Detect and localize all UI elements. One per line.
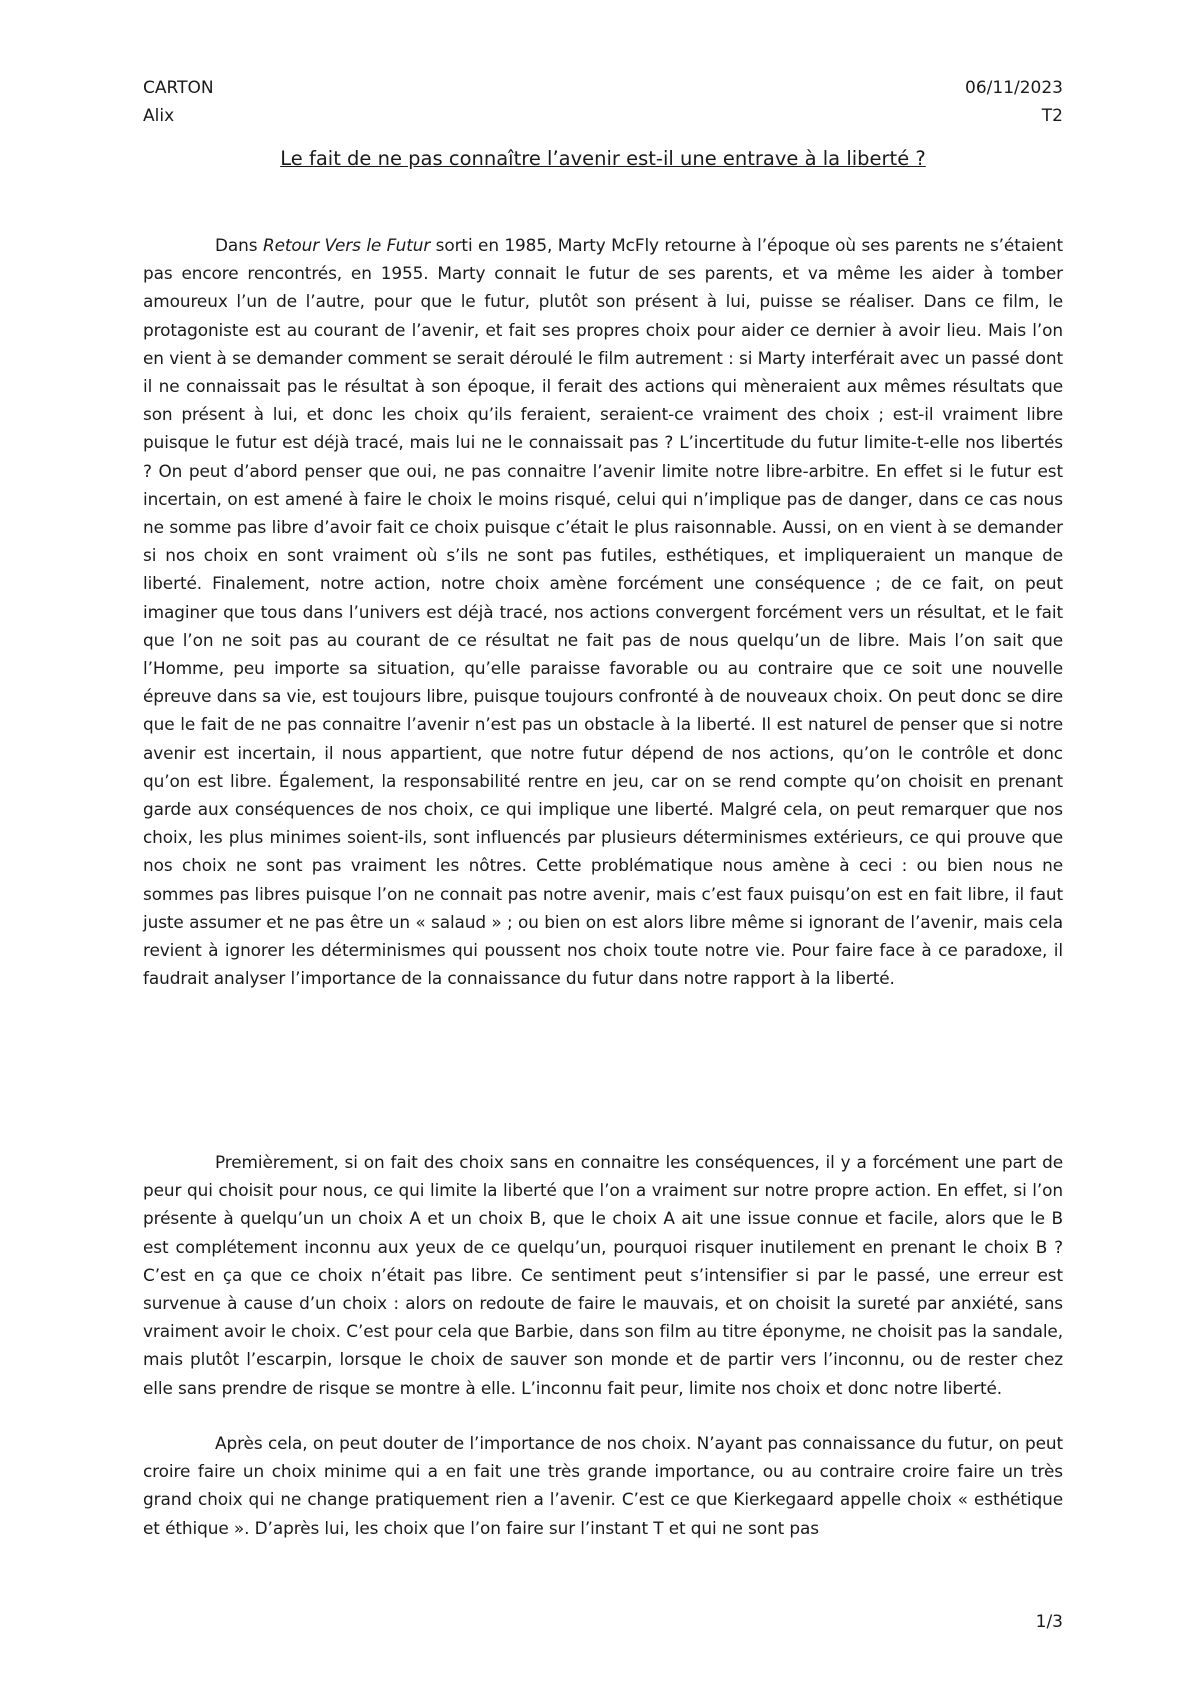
author-block [143,74,214,130]
class-label: T2 [1041,106,1063,126]
body-paragraph-2: Après cela, on peut douter de l’importance de nos choix. N’ayant pas connaissance du futur, on peut croire faire un choix minime qui a en fait une très grande importance, ou au contraire croire faire un très grand choix qui ne change pratiquement rien a l’avenir. C’est ce que Kierkegaard appelle choix « esthétique et éthique ». D’après lui, les choix que l’on faire sur l’instant T et qui ne sont pas [143,1433,1063,1538]
document-date: 06/11/2023 [965,78,1063,98]
intro-text-start: Dans [215,235,263,255]
author-first-name: Alix [143,106,175,126]
intro-text-rest: sorti en 1985, Marty McFly retourne à l’époque où ses parents ne s’étaient pas encore rencontrés, en 1955. Marty connait le futur de ses parents, et va même les aider à tomber amoureux l’un de l’autre, pour que le futur, plutôt son présent à lui, puisse se réaliser. Dans ce film, le protagoniste est au courant de l’avenir, et fait ses propres choix pour aider ce dernier à avoir lieu. Mais l’on en vient à se demander comment se serait déroulé le film autrement : si Marty interférait avec un passé dont il ne connaissait pas le résultat à son époque, il ferait des actions qui mèneraient aux mêmes résultats que son présent à lui, et donc les choix qu’ils feraient, seraient-ce vraiment des choix ; est-il vraiment libre puisque le futur est déjà tracé, mais lui ne le connaissait pas ? L’incertitude du futur limite-t-elle nos libertés ? On peut d’abord penser que oui, ne pas connaitre l’avenir limite notre libre-arbitre. En effet si le futur est incertain, on est amené à faire le choix le moins risqué, celui qui n’implique pas de danger, dans ce cas nous ne somme pas libre d’avoir fait ce choix puisque c’était le plus raisonnable. Aussi, on en vient à se demander si nos choix en sont vraiment où s’ils ne sont pas futiles, esthétiques, et impliqueraient un manque de liberté. Finalement, notre action, notre choix amène forcément une conséquence ; de ce fait, on peut imaginer que tous dans l’univers est déjà tracé, nos actions convergent forcément vers un résultat, et le fait que l’on ne soit pas au courant de ce résultat ne fait pas de nous quelqu’un de libre. Mais l’on sait que l’Homme, peu importe sa situation, qu’elle paraisse favorable ou au contraire que ce soit une nouvelle épreuve dans sa vie, est toujours libre, puisque toujours confronté à de nouveaux choix. On peut donc se dire que le fait de ne pas connaitre l’avenir n’est pas un obstacle à la liberté. Il est naturel de penser que si notre avenir est incertain, il nous appartient, que notre futur dépend de nos actions, qu’on le contrôle et donc qu’on est libre. Également, la responsabilité rentre en jeu, car on se rend compte qu’on choisit en prenant garde aux conséquences de nos choix, ce qui implique une liberté. Malgré cela, on peut remarquer que nos choix, les plus minimes soient-ils, sont influencés par plusieurs déterminismes extérieurs, ce qui prouve que nos choix ne sont pas vraiment les nôtres. Cette problématique nous amène à ceci : ou bien nous ne sommes pas libres puisque l’on ne connait pas notre avenir, mais c’est faux puisqu’on est en fait libre, il faut juste assumer et ne pas être un « salaud » ; ou bien on est alors libre même si ignorant de l’avenir, mais cela revient à ignorer les déterminismes qui poussent nos choix toute notre vie. Pour faire face à ce paradoxe, il faudrait analyser l’importance de la connaissance du futur dans notre rapport à la liberté. [143,235,1063,989]
film-title: Retour Vers le Futur [262,235,431,255]
essay-title: Le fait de ne pas connaître l’avenir est-il une entrave à la liberté ? [280,147,926,170]
page-number: 1/3 [1035,1612,1063,1632]
body-paragraph-1: Premièrement, si on fait des choix sans en connaitre les conséquences, il y a forcément une part de peur qui choisit pour nous, ce qui limite la liberté que l’on a vraiment sur notre propre action. En effet, si l’on présente à quelqu’un un choix A et un choix B, que le choix A ait une issue connue et facile, alors que le B est complétement inconnu aux yeux de ce quelqu’un, pourquoi risquer inutilement en prenant le choix B ? C’est en ça que ce choix n’était pas libre. Ce sentiment peut s’intensifier si par le passé, une erreur est survenue à cause d’un choix : alors on redoute de faire le mauvais, et on choisit la sureté par anxiété, sans vraiment avoir le choix. C’est pour cela que Barbie, dans son film au titre éponyme, ne choisit pas la sandale, mais plutôt l’escarpin, lorsque le choix de sauver son monde et de partir vers l’inconnu, ou de rester chez elle sans prendre de risque se montre à elle. L’inconnu fait peur, limite nos choix et donc notre liberté. [143,1152,1063,1398]
author-last-name: CARTON [143,78,214,98]
introduction-paragraph [143,231,1063,992]
date-block [965,74,1063,130]
